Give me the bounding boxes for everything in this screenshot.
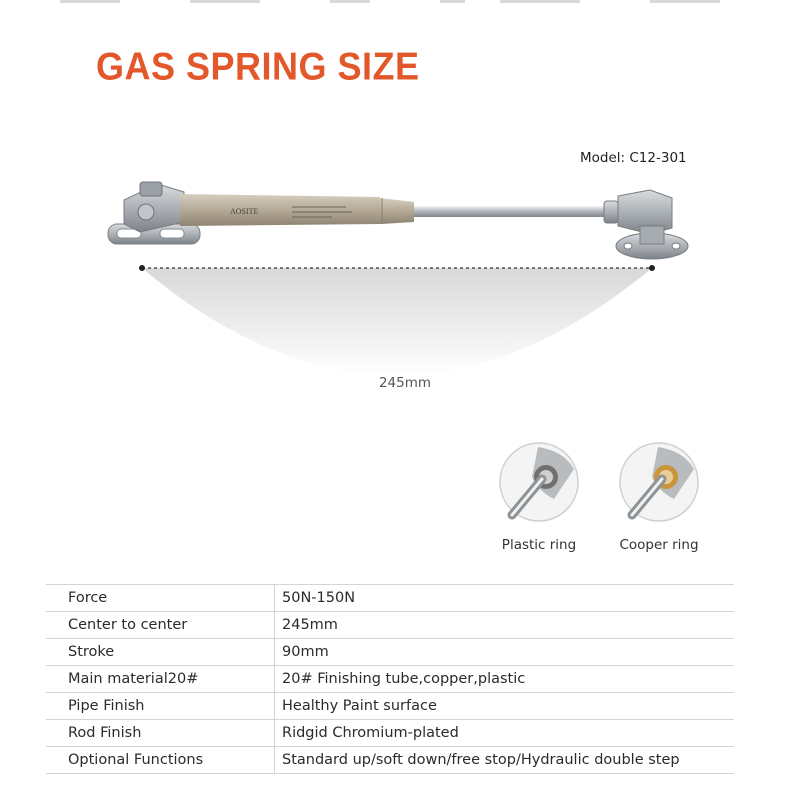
spec-key: Rod Finish xyxy=(46,720,275,747)
cooper-ring-image xyxy=(618,441,700,523)
plastic-ring-figure xyxy=(498,441,580,553)
spec-key: Force xyxy=(46,585,275,612)
shadow-arc xyxy=(142,268,652,375)
spec-key: Center to center xyxy=(46,612,275,639)
spec-key: Stroke xyxy=(46,639,275,666)
table-row xyxy=(46,612,734,639)
page-title: GAS SPRING SIZE xyxy=(96,44,420,89)
spec-value: Ridgid Chromium-plated xyxy=(275,720,735,747)
table-row xyxy=(46,585,734,612)
dimension-point-left xyxy=(139,265,145,271)
model-number: Model: C12-301 xyxy=(580,150,687,166)
plastic-ring-image xyxy=(498,441,580,523)
table-row xyxy=(46,666,734,693)
cooper-ring-label: Cooper ring xyxy=(619,537,699,553)
spec-value: 245mm xyxy=(275,612,735,639)
dimension-point-right xyxy=(649,265,655,271)
spec-key: Pipe Finish xyxy=(46,693,275,720)
table-row xyxy=(46,747,734,774)
gas-cylinder xyxy=(180,194,414,226)
spec-value: Standard up/soft down/free stop/Hydraulic double step xyxy=(275,747,735,774)
spec-value: Healthy Paint surface xyxy=(275,693,735,720)
right-fitting xyxy=(604,190,688,259)
center-distance-label: 245mm xyxy=(378,375,432,391)
tube-brand-print: AOSITE xyxy=(230,207,259,216)
piston-rod xyxy=(414,206,610,217)
top-strip xyxy=(0,0,800,6)
table-row xyxy=(46,720,734,747)
table-row xyxy=(46,639,734,666)
spec-value: 50N-150N xyxy=(275,585,735,612)
spec-key: Optional Functions xyxy=(46,747,275,774)
spec-table xyxy=(46,584,734,774)
spec-value: 20# Finishing tube,copper,plastic xyxy=(275,666,735,693)
spec-key: Main material20# xyxy=(46,666,275,693)
plastic-ring-label: Plastic ring xyxy=(501,537,577,553)
cooper-ring-figure xyxy=(618,441,700,553)
table-row xyxy=(46,693,734,720)
spec-value: 90mm xyxy=(275,639,735,666)
